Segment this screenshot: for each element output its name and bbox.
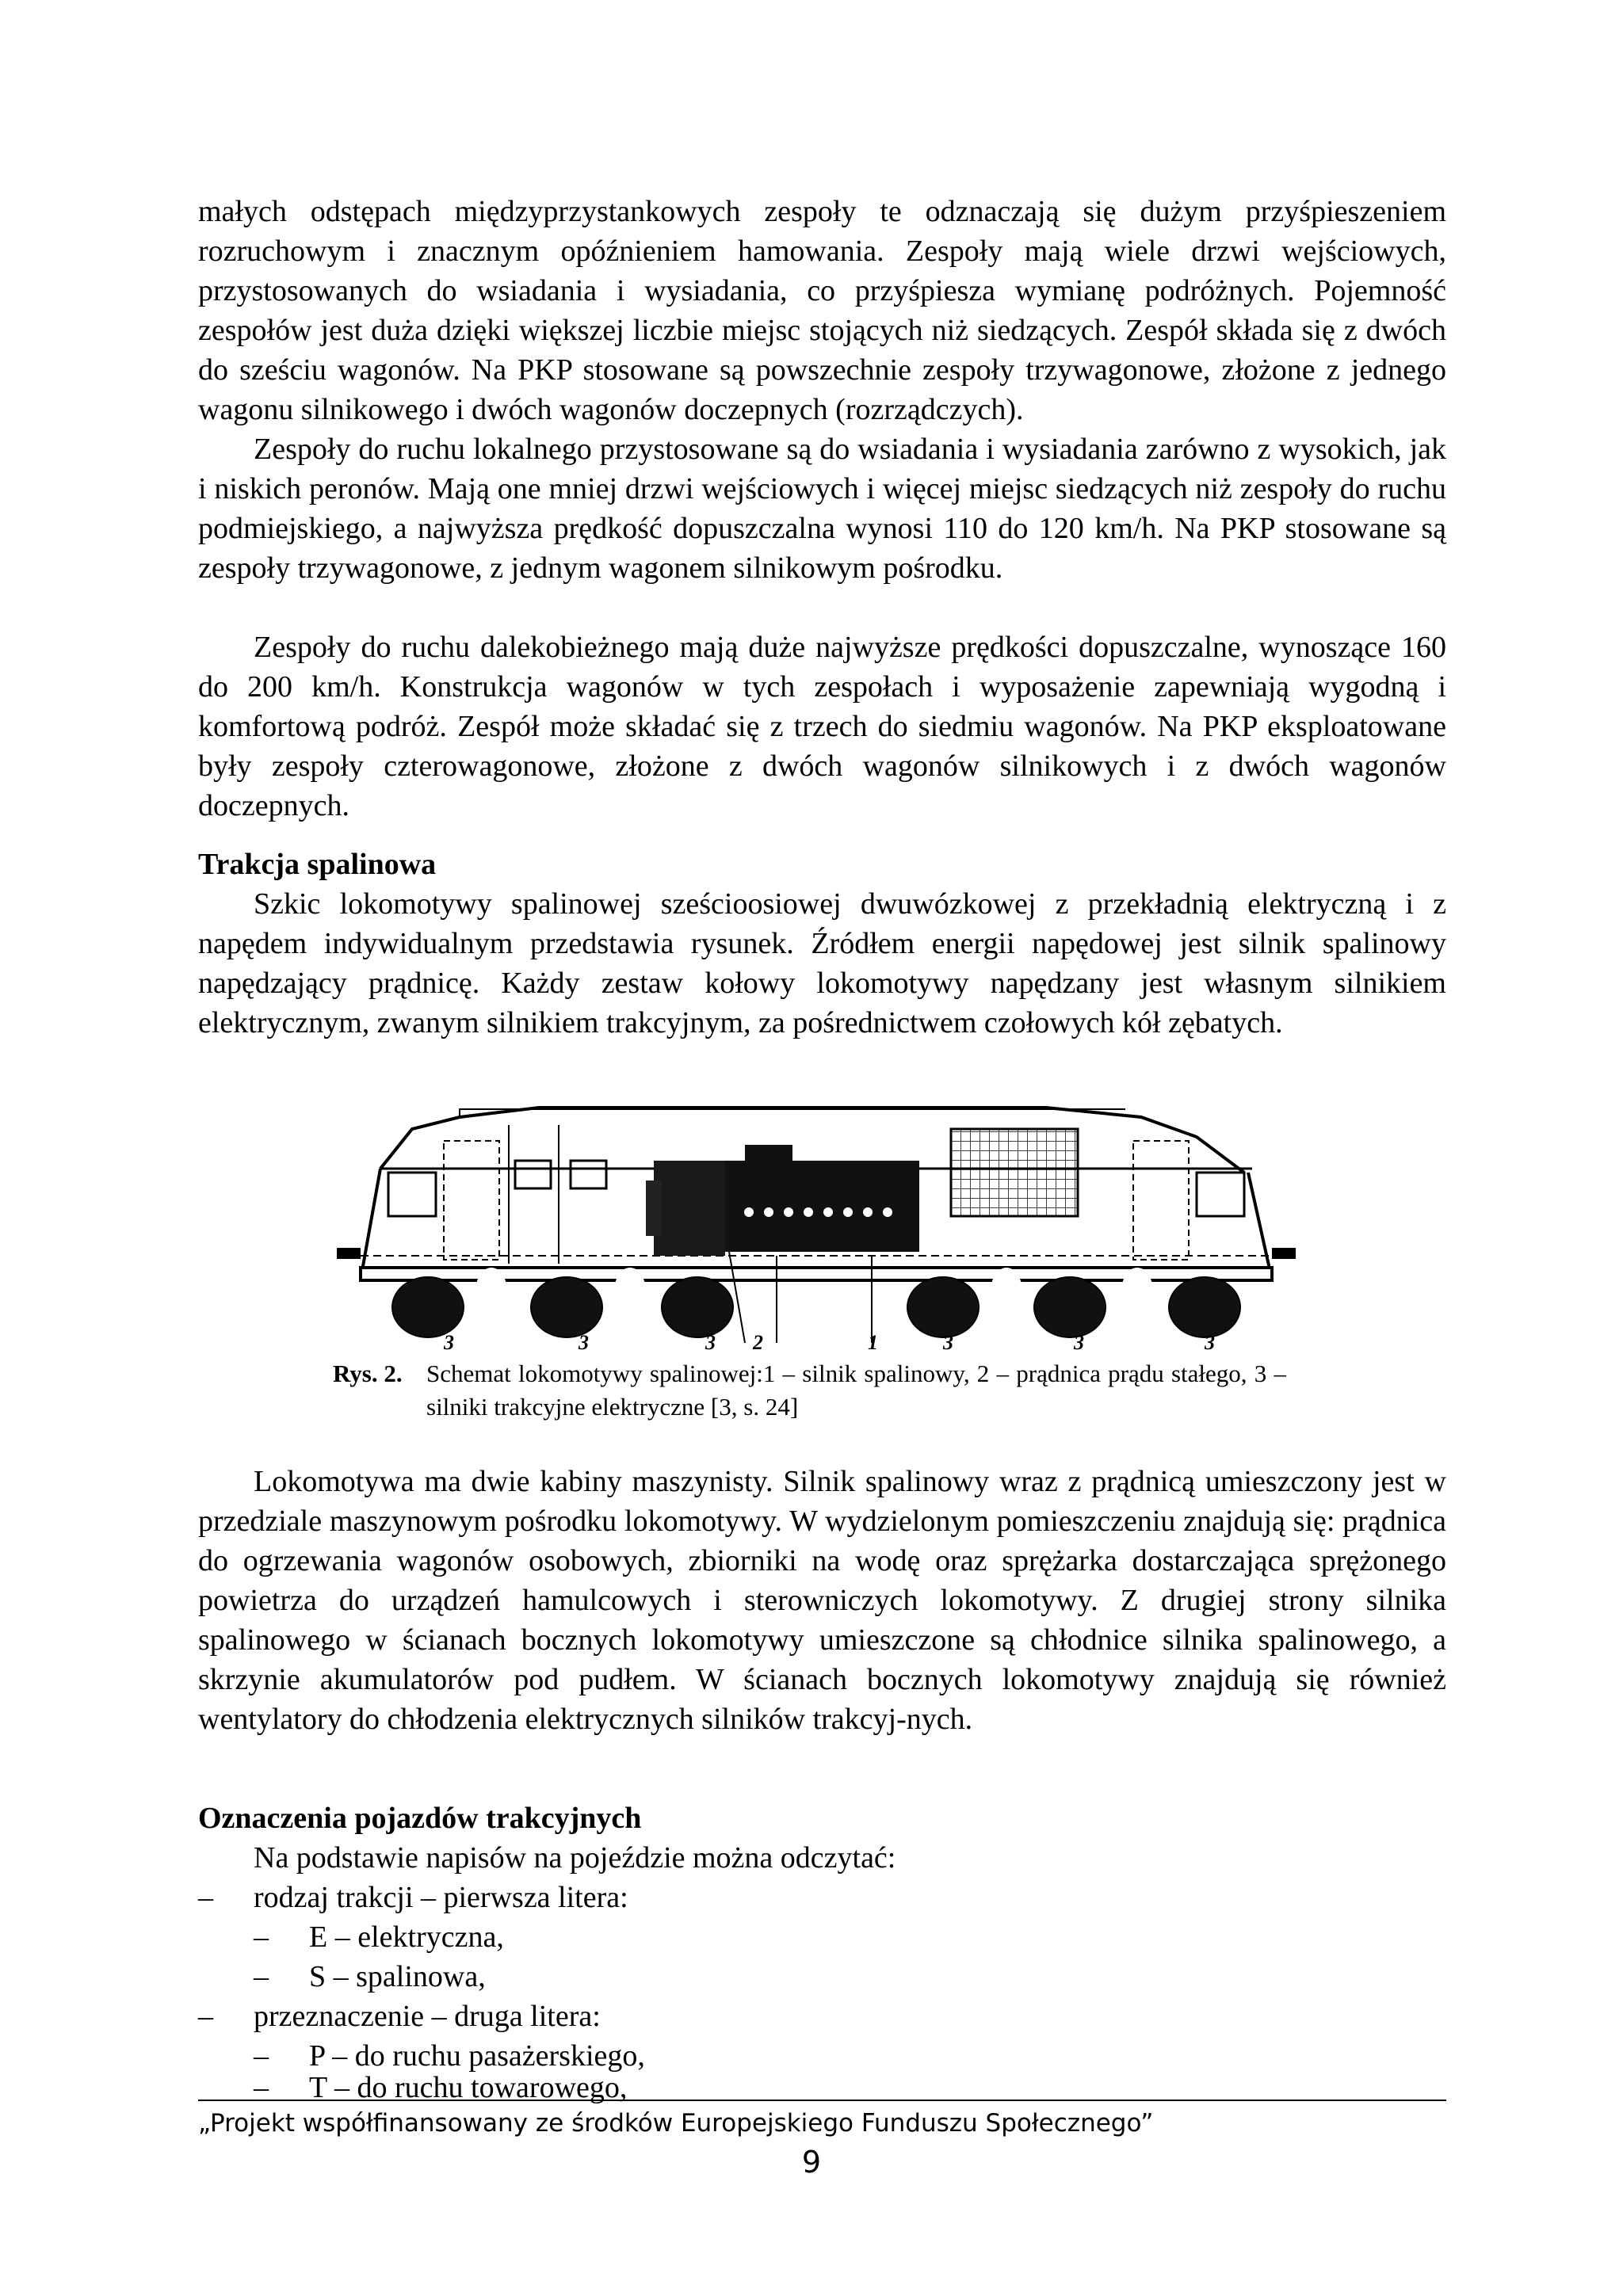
figure-label: 3 [579,1331,589,1354]
locomotive-drawing [333,1093,1300,1363]
list-dash: – [198,2000,213,2033]
list-dash: – [254,1920,269,1954]
paragraph: Lokomotywa ma dwie kabiny maszynisty. Silnik spalinowy wraz z prądnicą umieszczony jest w przedziale maszynowym pośrodku lokomotywy. W wydzielonym pomieszczeniu znajdują się: prądnica do ogrzewania wagonów osobowych, zbiorniki na wodę oraz sprężarka dostarczająca sprężonego powietrza do urządzeń hamulcowych i sterowniczych lokomotywy. Z drugiej strony silnika spalinowego w ścianach bocznych lokomotywy umieszczone są chłodnice silnika spalinowego, a skrzynie akumulatorów pod pudłem. W ścianach bocznych lokomotywy znajdują się również wentylatory do chłodzenia elektrycznych silników trakcyj-nych. [198,1465,1446,1736]
list-dash: – [254,2039,269,2073]
list-item-text: T – do ruchu towarowego, [309,2071,628,2104]
section-heading: Oznaczenia pojazdów trakcyjnych [198,1802,642,1835]
paragraph: Szkic lokomotywy spalinowej sześcioosiowej dwuwózkowej z przekładnią elektryczną i z napędem indywidualnym przedstawia rysunek. Źródłem energii napędowej jest silnik spalinowy napędzający prądnicę. Każdy zestaw kołowy lokomotywy napędzany jest własnym silnikiem elektrycznym, zwanym silnikiem trakcyjnym, za pośrednictwem czołowych kół zębatych. [198,887,1446,1039]
paragraph: Zespoły do ruchu dalekobieżnego mają duże najwyższe prędkości dopuszczalne, wynoszące 160 do 200 km/h. Konstrukcja wagonów w tych zespołach i wyposażenie zapewniają wygodną i komfortową podróż. Zespół może składać się z trzech do siedmiu wagonów. Na PKP eksploatowane były zespoły czterowagonowe, złożone z dwóch wagonów silnikowych i z dwóch wagonów doczepnych. [198,631,1446,822]
list-dash: – [254,2071,269,2104]
figure-label: 3 [943,1331,953,1354]
figure-label: 1 [868,1331,878,1354]
figure-label: 3 [1074,1331,1084,1354]
list-item-text: rodzaj trakcji – pierwsza litera: [254,1881,628,1914]
list-item-text: E – elektryczna, [309,1920,504,1954]
list-dash: – [254,1960,269,1993]
paragraph: małych odstępach międzyprzystankowych zespoły te odznaczają się dużym przyśpieszeniem rozruchowym i znacznym opóźnieniem hamowania. Zespoły mają wiele drzwi wejściowych, przystosowanych do wsiadania i wysiadania, co przyśpiesza wymianę podróżnych. Pojemność zespołów jest duża dzięki większej liczbie miejsc stojących niż siedzących. Zespół składa się z dwóch do sześciu wagonów. Na PKP stosowane są powszechnie zespoły trzywagonowe, złożone z jednego wagonu silnikowego i dwóch wagonów doczepnych (rozrządczych). [198,195,1446,426]
figure-label: 3 [444,1331,454,1354]
page-number: 9 [801,2145,822,2180]
figure-label: 3 [705,1331,716,1354]
section-heading: Trakcja spalinowa [198,848,437,881]
list-intro: Na podstawie napisów na pojeździe można odczytać: [254,1841,896,1875]
figure-label: 3 [1205,1331,1215,1354]
footer-text: „Projekt współfinansowany ze środków Europejskiego Funduszu Społecznego” [198,2109,1154,2138]
footer-divider [198,2100,1446,2101]
figure-caption-text: Schemat lokomotywy spalinowej:1 – silnik spalinowy, 2 – prądnica prądu stałego, 3 – silniki trakcyjne elektryczne [3, s. 24] [426,1360,1286,1421]
paragraph: Zespoły do ruchu lokalnego przystosowane są do wsiadania i wysiadania zarówno z wysokich, jak i niskich peronów. Mają one mniej drzwi wejściowych i więcej miejsc siedzących niż zespoły do ruchu podmiejskiego, a najwyższa prędkość dopuszczalna wynosi 110 do 120 km/h. Na PKP stosowane są zespoły trzywagonowe, z jednym wagonem silnikowym pośrodku. [198,433,1446,585]
figure-caption-label: Rys. 2. [333,1360,403,1387]
list-item-text: S – spalinowa, [309,1960,486,1993]
locomotive-schematic-figure [333,1093,1300,1363]
list-item-text: przeznaczenie – druga litera: [254,2000,601,2033]
figure-label: 2 [753,1331,763,1354]
list-item-text: P – do ruchu pasażerskiego, [309,2039,645,2073]
list-dash: – [198,1881,213,1914]
